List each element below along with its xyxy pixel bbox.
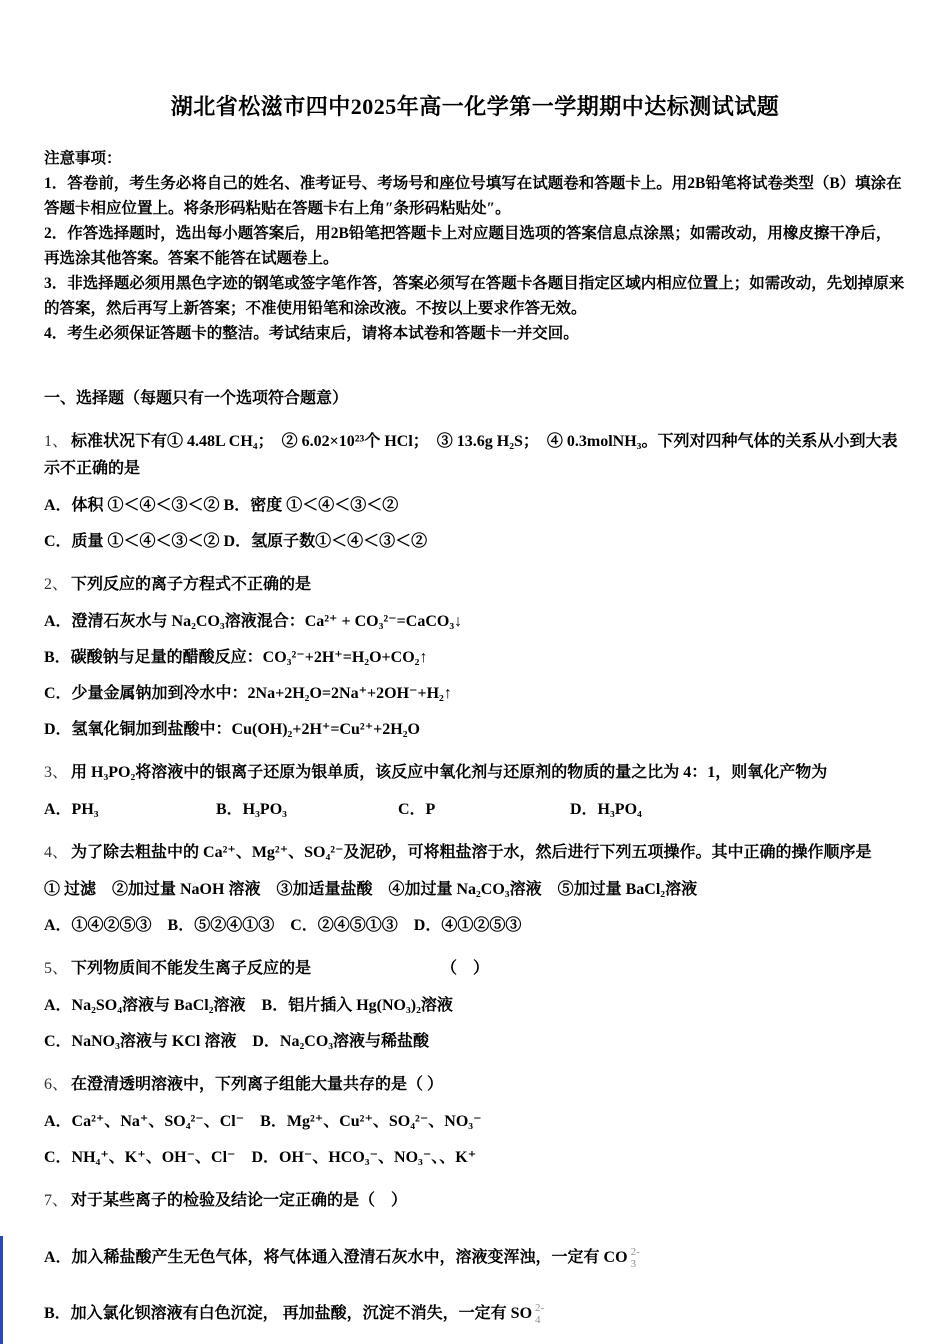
- sulfate-ion-stack: [535, 1302, 544, 1326]
- question-5-stem: [44, 955, 906, 982]
- question-7-text: 对于某些离子的检验及结论一定正确的是（ ）: [71, 1192, 408, 1209]
- question-5-number: 5、: [44, 960, 69, 977]
- question-4-number: 4、: [44, 844, 69, 861]
- question-2-option-c: C．少量金属钠加到冷水中：2Na+2H₂O=2Na⁺+2OH⁻+H₂↑: [44, 685, 452, 702]
- question-1-options-row-2: C．质量 ①＜④＜③＜② D．氢原子数①＜④＜③＜②: [44, 533, 428, 550]
- question-1-options-row-1: A．体积 ①＜④＜③＜② B．密度 ①＜④＜③＜②: [44, 497, 399, 514]
- question-2-option-a: A．澄清石灰水与 Na₂CO₃溶液混合：Ca²⁺ + CO₃²⁻=CaCO₃↓: [44, 613, 463, 630]
- ion-superscript: 2-: [535, 1302, 545, 1314]
- question-7: [44, 1187, 906, 1326]
- carbonate-ion-stack: [631, 1246, 640, 1270]
- notice-item-4: 4．考生必须保证答题卡的整洁。考试结束后，请将本试卷和答题卡一并交回。: [44, 325, 579, 342]
- question-5-options-row-1: A．Na₂SO₄溶液与 BaCl₂溶液 B．铝片插入 Hg(NO₃)₂溶液: [44, 997, 453, 1014]
- question-1-number: 1、: [44, 433, 69, 450]
- question-7-option-b-text: B．加入氯化钡溶液有白色沉淀， 再加盐酸，沉淀不消失，一定有 SO: [44, 1305, 533, 1322]
- question-6-text: 在澄清透明溶液中，下列离子组能大量共存的是（ ）: [71, 1076, 444, 1093]
- ion-superscript: 2-: [630, 1246, 640, 1258]
- question-6-stem: [44, 1071, 906, 1098]
- section-heading: 一、选择题（每题只有一个选项符合题意）: [44, 390, 349, 407]
- question-2-option-d: D．氢氧化铜加到盐酸中：Cu(OH)₂+2H⁺=Cu²⁺+2H₂O: [44, 721, 420, 738]
- question-2-stem: [44, 571, 906, 598]
- question-5-options-row-2: C．NaNO₃溶液与 KCl 溶液 D．Na₂CO₃溶液与稀盐酸: [44, 1033, 430, 1050]
- question-1-stem: [44, 428, 906, 482]
- question-3-number: 3、: [44, 764, 69, 781]
- notice-heading: 注意事项：: [44, 150, 122, 167]
- question-5-answer-bracket: （ ）: [441, 960, 490, 977]
- question-1-text: 标准状况下有① 4.48L CH₄； ② 6.02×10²³个 HCl； ③ 13.6g H₂S； ④ 0.3molNH₃。下列对四种气体的关系从小到大表示不正确的是: [44, 433, 898, 477]
- question-5: [44, 955, 906, 1054]
- notice-item-1: 1．答卷前，考生务必将自己的姓名、准考证号、考场号和座位号填写在试题卷和答题卡上。用2B铅笔将试卷类型（B）填涂在答题卡相应位置上。将条形码粘贴在答题卡右上角″条形码粘贴处″。: [44, 175, 902, 217]
- question-3: [44, 759, 906, 822]
- question-7-option-a: [44, 1241, 906, 1270]
- question-7-stem: [44, 1187, 906, 1214]
- question-4-options-row: A．①④②⑤③ B．⑤②④①③ C．②④⑤①③ D．④①②⑤③: [44, 917, 522, 934]
- question-5-text: 下列物质间不能发生离子反应的是: [71, 960, 312, 977]
- question-2-text: 下列反应的离子方程式不正确的是: [71, 576, 312, 593]
- question-3-option-a: A．PH₃: [44, 801, 99, 818]
- question-3-options-row: [44, 798, 906, 822]
- question-2-option-b: B．碳酸钠与足量的醋酸反应：CO₃²⁻+2H⁺=H₂O+CO₂↑: [44, 649, 428, 666]
- question-2: [44, 571, 906, 742]
- notice-item-3: 3．非选择题必须用黑色字迹的钢笔或签字笔作答，答案必须写在答题卡各题目指定区域内相应位置上；如需改动，先划掉原来的答案，然后再写上新答案；不准使用铅笔和涂改液。不按以上要求作答无效。: [44, 275, 905, 317]
- question-4-text: 为了除去粗盐中的 Ca²⁺、Mg²⁺、SO₄²⁻及泥砂，可将粗盐溶于水，然后进行下列五项操作。其中正确的操作顺序是: [71, 844, 872, 861]
- question-6: [44, 1071, 906, 1170]
- question-1: [44, 428, 906, 554]
- question-7-number: 7、: [44, 1192, 69, 1209]
- question-4: [44, 839, 906, 938]
- question-3-option-c: C．P: [398, 801, 436, 818]
- question-3-stem: [44, 759, 906, 786]
- question-7-option-b: [44, 1297, 906, 1326]
- question-4-steps: ① 过滤 ②加过量 NaOH 溶液 ③加适量盐酸 ④加过量 Na₂CO₃溶液 ⑤加过量 BaCl₂溶液: [44, 881, 698, 898]
- question-7-option-a-text: A．加入稀盐酸产生无色气体，将气体通入澄清石灰水中，溶液变浑浊，一定有 CO: [44, 1249, 628, 1266]
- question-4-stem: [44, 839, 906, 866]
- ion-subscript: 3: [630, 1258, 637, 1270]
- question-6-options-row-1: A．Ca²⁺、Na⁺、SO₄²⁻、Cl⁻ B．Mg²⁺、Cu²⁺、SO₄²⁻、NO₃⁻: [44, 1113, 482, 1130]
- left-edge-blue-marker: [0, 1236, 3, 1344]
- question-3-text: 用 H₃PO₂将溶液中的银离子还原为银单质，该反应中氧化剂与还原剂的物质的量之比为 4：1，则氧化产物为: [71, 764, 828, 781]
- question-6-number: 6、: [44, 1076, 69, 1093]
- ion-subscript: 4: [535, 1314, 541, 1326]
- notice-item-2: 2．作答选择题时，选出每小题答案后，用2B铅笔把答题卡上对应题目选项的答案信息点涂黑；如需改动，用橡皮擦干净后，再选涂其他答案。答案不能答在试题卷上。: [44, 225, 892, 267]
- question-2-number: 2、: [44, 576, 69, 593]
- page-title: 湖北省松滋市四中2025年高一化学第一学期期中达标测试试题: [170, 94, 780, 119]
- question-6-options-row-2: C．NH₄⁺、K⁺、OH⁻、Cl⁻ D．OH⁻、HCO₃⁻、NO₃⁻、、K⁺: [44, 1149, 477, 1166]
- question-3-option-d: D．H₃PO₄: [570, 801, 642, 818]
- question-3-option-b: B．H₃PO₃: [216, 801, 287, 818]
